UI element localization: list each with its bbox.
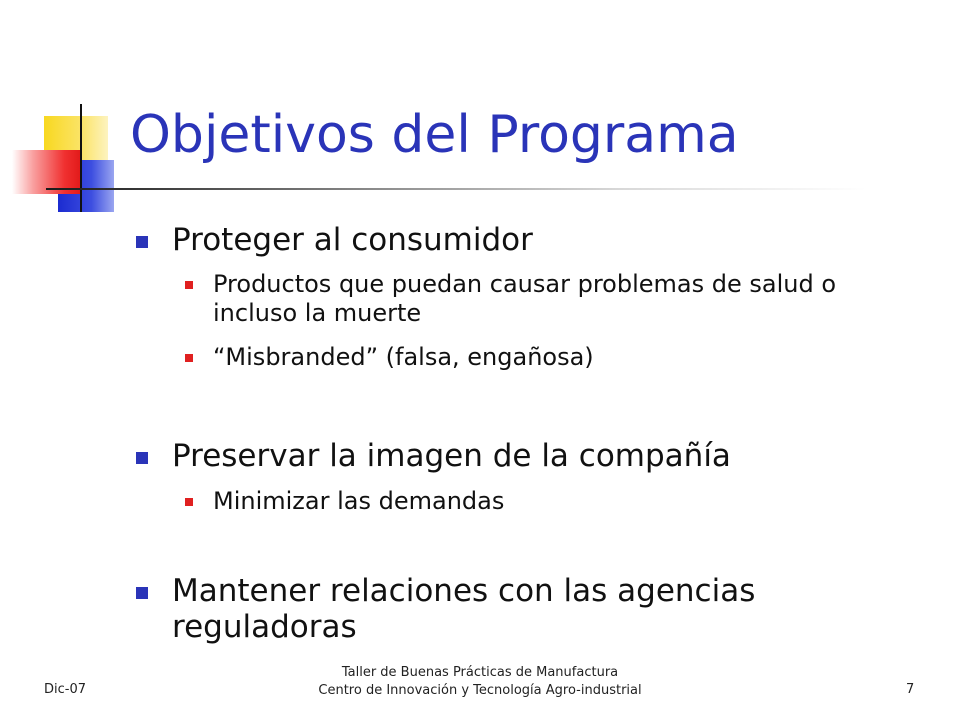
sub-bullet-marker-icon <box>185 354 193 362</box>
bullet-marker-icon <box>136 236 148 248</box>
bullet-text: Preservar la imagen de la compañía <box>172 438 731 474</box>
sub-bullet-item-1-1 <box>213 270 913 328</box>
bullet-item-3 <box>172 573 832 645</box>
footer-center-line1: Taller de Buenas Prácticas de Manufactura <box>341 665 619 680</box>
bullet-marker-icon <box>136 587 148 599</box>
slide-title: Objetivos del Programa <box>130 105 739 165</box>
bullet-text: Mantener relaciones con las agencias reguladoras <box>172 573 756 645</box>
footer-center <box>280 664 680 700</box>
footer-center-line2: Centro de Innovación y Tecnología Agro-industrial <box>318 683 642 698</box>
sub-bullet-text: Minimizar las demandas <box>213 487 505 515</box>
page-number: 7 <box>906 682 915 697</box>
bullet-item-2 <box>172 438 872 474</box>
sub-bullet-item-2-1 <box>213 487 933 516</box>
sub-bullet-text: “Misbranded” (falsa, engañosa) <box>213 343 594 371</box>
logo-vertical-line <box>80 104 82 212</box>
bullet-marker-icon <box>136 452 148 464</box>
bullet-text: Proteger al consumidor <box>172 222 533 258</box>
sub-bullet-text: Productos que puedan causar problemas de salud o incluso la muerte <box>213 270 837 327</box>
sub-bullet-item-1-2 <box>213 343 933 372</box>
sub-bullet-marker-icon <box>185 281 193 289</box>
title-underline <box>46 188 866 190</box>
sub-bullet-marker-icon <box>185 498 193 506</box>
footer-date: Dic-07 <box>44 682 87 697</box>
bullet-item-1 <box>172 222 872 258</box>
